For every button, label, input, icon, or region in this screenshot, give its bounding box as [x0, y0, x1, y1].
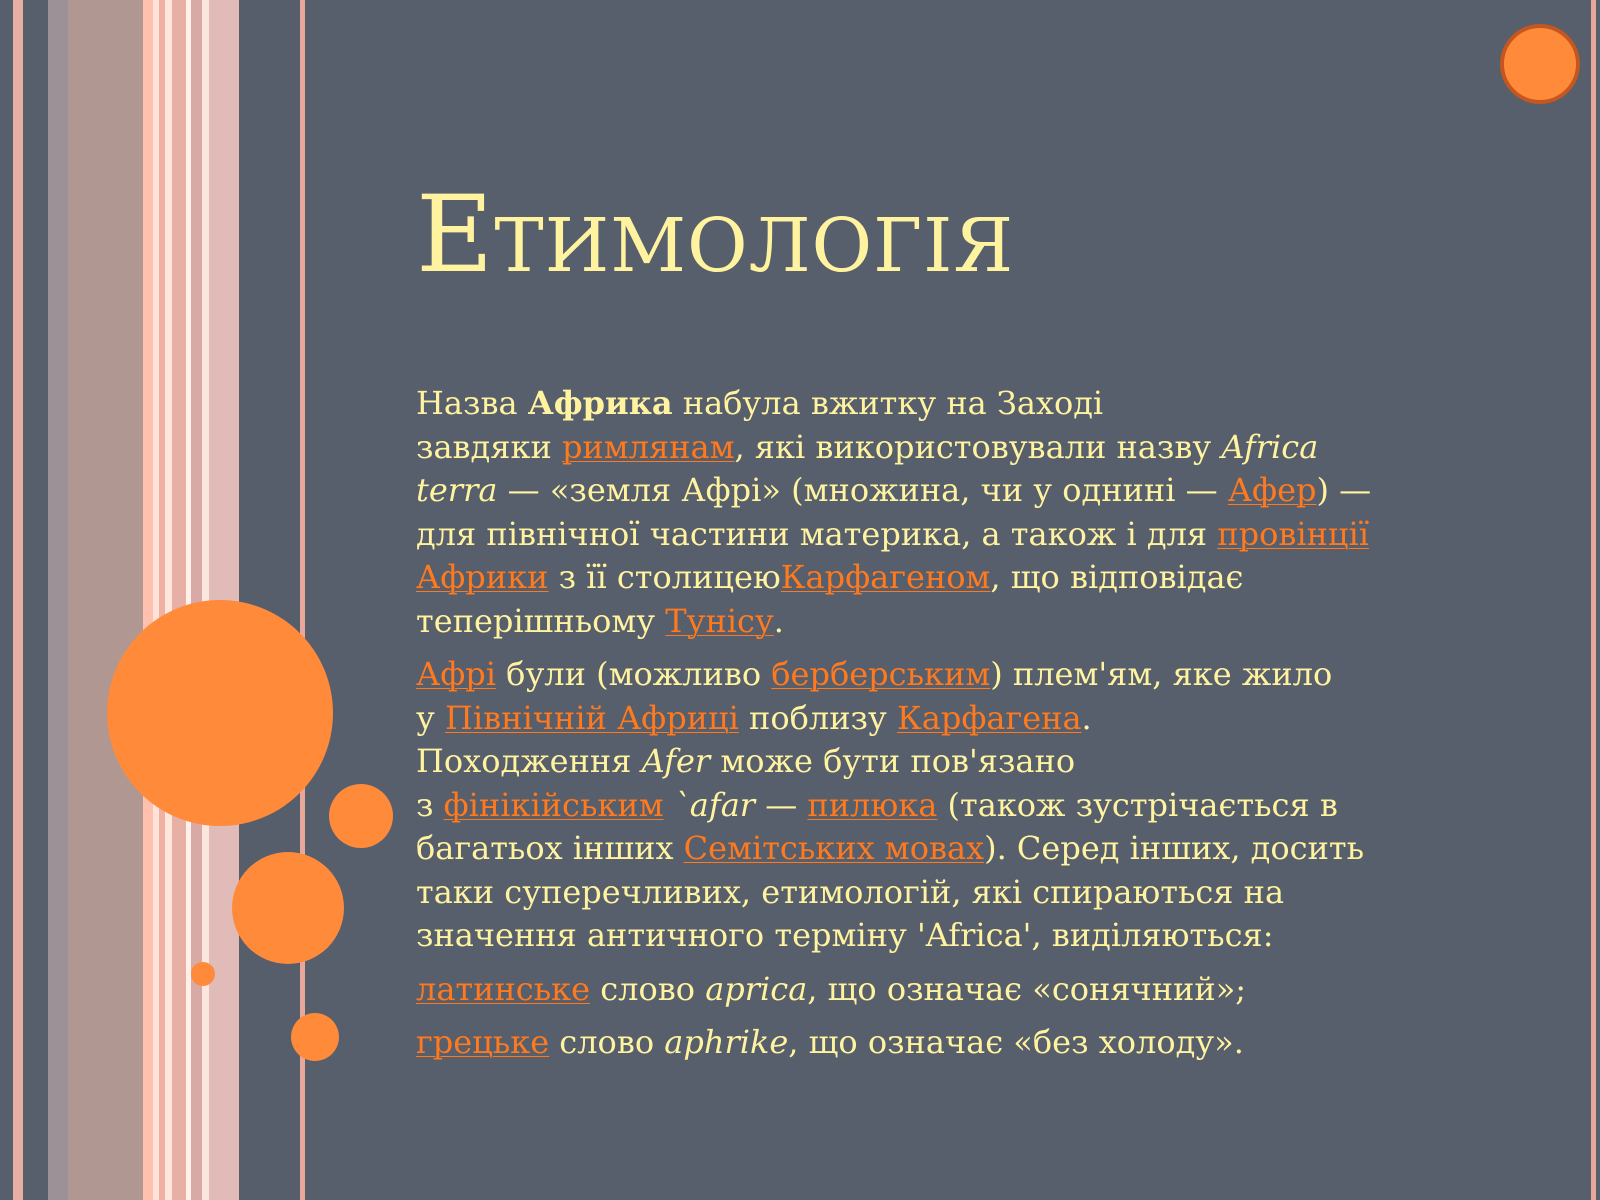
italic-term: aphrike: [664, 1023, 789, 1061]
stripe-decoration: [143, 0, 153, 1200]
stripe-decoration: [1591, 0, 1596, 1200]
link-berber[interactable]: берберським: [771, 655, 991, 693]
link-phoenician[interactable]: фінікійським: [443, 785, 664, 824]
italic-term: terra: [416, 471, 498, 509]
text: поблизу: [738, 698, 897, 737]
stripe-decoration: [191, 0, 202, 1200]
text: завдяки: [416, 427, 562, 466]
text: ) плем'ям, яке жило: [990, 655, 1333, 693]
link-tunisia[interactable]: Тунісу: [665, 601, 774, 640]
text: багатьох інших: [416, 829, 684, 867]
link-carthage[interactable]: Карфагеном: [780, 558, 991, 596]
italic-term: `afar: [673, 785, 756, 824]
text: Походження: [416, 742, 642, 780]
link-north-africa[interactable]: Північній Африці: [445, 698, 739, 737]
text: з: [416, 785, 444, 824]
bold-term: Африка: [527, 384, 673, 422]
text: у: [416, 698, 445, 737]
link-latin[interactable]: латинське: [416, 969, 591, 1008]
link-afri[interactable]: Афрі: [416, 655, 496, 693]
link-greek[interactable]: грецьке: [416, 1023, 550, 1061]
link-afer[interactable]: Афер: [1227, 471, 1317, 509]
text: ). Серед інших, досить: [984, 829, 1365, 867]
text: слово: [590, 969, 706, 1008]
circle-decoration: [291, 1013, 339, 1061]
stripe-decoration: [172, 0, 186, 1200]
text: ) —: [1316, 471, 1372, 509]
link-dust[interactable]: пилюка: [807, 785, 938, 824]
circle-decoration-small: [191, 962, 215, 986]
text: набула вжитку на Заході: [672, 384, 1104, 422]
text: —: [755, 785, 808, 824]
text: , що відповідає: [990, 558, 1244, 596]
link-province[interactable]: провінції: [1217, 514, 1369, 553]
text: таки суперечливих, етимологій, які спираються на: [416, 872, 1285, 911]
text: , що означає «сонячний»;: [807, 969, 1247, 1008]
paragraph-greek: [416, 1021, 1516, 1065]
text: може бути пов'язано: [710, 742, 1076, 780]
stripe-decoration: [0, 0, 13, 1200]
link-romans[interactable]: римлянам: [561, 427, 735, 466]
text: теперішньому: [416, 601, 666, 640]
stripe-decoration: [239, 0, 300, 1200]
text: були (можливо: [496, 655, 772, 693]
text: , що означає «без холоду».: [788, 1023, 1244, 1061]
text: .: [773, 601, 784, 640]
text: слово: [549, 1023, 665, 1061]
circle-decoration-large: [107, 600, 333, 826]
link-semitic-languages[interactable]: Семітських мовах: [683, 829, 985, 867]
text: Назва: [416, 384, 528, 422]
text: з її столицею: [548, 558, 781, 596]
text: для північної частини материка, а також і для: [416, 514, 1218, 553]
circle-decoration-top-right: [1500, 24, 1580, 104]
link-carthage-2[interactable]: Карфагена: [896, 698, 1082, 737]
circle-decoration: [329, 784, 393, 848]
paragraph-origin: [416, 653, 1516, 958]
text: — «земля Афрі» (множина, чи у однині —: [497, 471, 1228, 509]
stripe-decoration: [23, 0, 48, 1200]
italic-term: aprica: [705, 969, 808, 1008]
text: значення античного терміну 'Africa', виділяються:: [416, 916, 1274, 954]
slide-title: Етимологія: [416, 173, 1015, 296]
text: [664, 786, 674, 824]
italic-term: Africa: [1221, 427, 1319, 466]
stripe-decoration: [68, 0, 143, 1200]
stripe-decoration: [165, 0, 172, 1200]
paragraph-naming: [416, 382, 1516, 643]
paragraph-latin: [416, 968, 1516, 1012]
stripe-decoration: [48, 0, 68, 1200]
stripe-decoration: [13, 0, 23, 1200]
italic-term: Afer: [641, 742, 711, 780]
slide-body: [416, 382, 1516, 1065]
link-province-africa[interactable]: Африки: [416, 558, 549, 596]
text: , які використовували назву: [734, 427, 1222, 466]
text: (також зустрічається в: [937, 785, 1338, 824]
text: .: [1081, 698, 1092, 737]
circle-decoration: [232, 852, 344, 964]
